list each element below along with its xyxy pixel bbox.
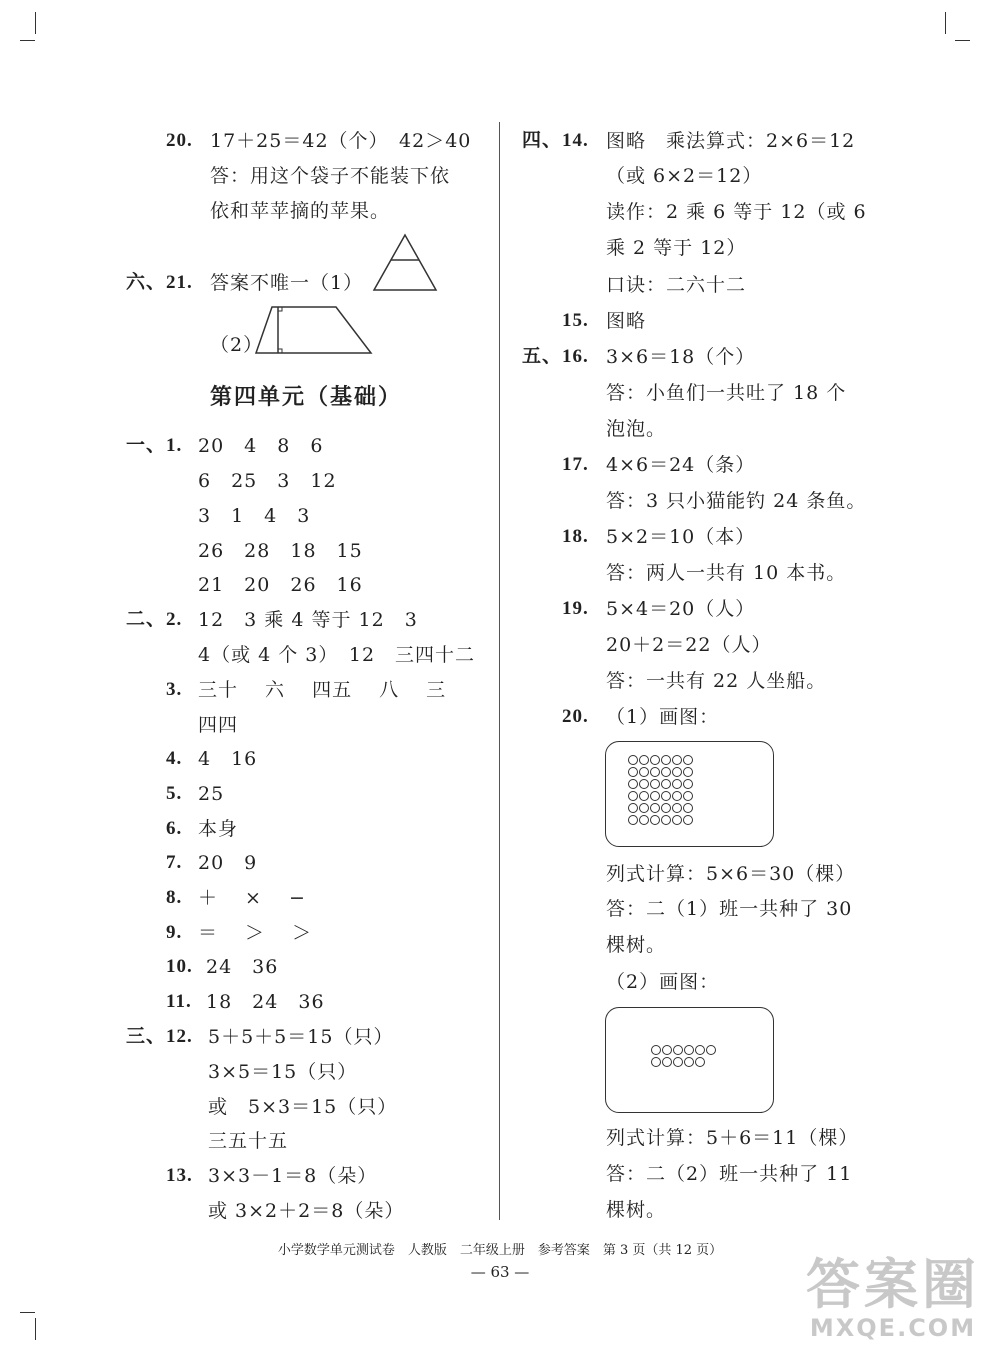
watermark-logo: 答案圈 MXQE.COM xyxy=(806,1253,980,1342)
circle-shape xyxy=(672,755,682,765)
circle-shape xyxy=(672,779,682,789)
q13-line2: 或 3×2＋2＝8（朵） xyxy=(208,1200,405,1222)
circle-shape xyxy=(683,815,693,825)
q18-line2: 答：两人一共有 10 本书。 xyxy=(606,562,847,584)
circle-shape xyxy=(683,803,693,813)
circle-shape xyxy=(672,767,682,777)
q3-line1: 三十 六 四五 八 三 xyxy=(198,679,447,701)
sec1-row: 21 20 26 16 xyxy=(198,574,363,596)
circle-shape xyxy=(639,755,649,765)
q20r-line3: 答：二（1）班一共种了 30 xyxy=(606,898,853,920)
circle-shape xyxy=(650,815,660,825)
circle-shape xyxy=(639,767,649,777)
circle-shape xyxy=(684,1045,694,1055)
circle-shape xyxy=(695,1045,705,1055)
sec1-row: 20 4 8 6 xyxy=(198,435,324,457)
q20r-line8: 棵树。 xyxy=(606,1199,667,1221)
sec1-row: 6 25 3 12 xyxy=(198,470,337,492)
q19-line3: 答：一共有 22 人坐船。 xyxy=(606,670,827,692)
sec4-num: 四、14. xyxy=(522,130,589,151)
circle-shape xyxy=(695,1057,705,1067)
q3-line2: 四四 xyxy=(198,714,239,736)
q13-line1: 3×3－1＝8（朵） xyxy=(208,1165,378,1187)
sec5-line3: 泡泡。 xyxy=(606,418,667,440)
q21-line1: 答案不唯一（1） xyxy=(210,272,364,294)
q20-line2: 答：用这个袋子不能装下依 xyxy=(210,165,451,187)
q3-num: 3. xyxy=(166,679,183,700)
sec5-line1: 3×6＝18（个） xyxy=(606,346,756,368)
circle-shape xyxy=(650,779,660,789)
q20r-line6: 列式计算：5＋6＝11（棵） xyxy=(606,1127,859,1149)
circle-shape xyxy=(683,779,693,789)
q20r-line4: 棵树。 xyxy=(606,934,667,956)
circle-shape xyxy=(662,1057,672,1067)
drawing-box-2 xyxy=(605,1007,774,1113)
circle-shape xyxy=(639,791,649,801)
circle-shape xyxy=(661,779,671,789)
circle-shape xyxy=(683,767,693,777)
q20r-line7: 答：二（2）班一共种了 11 xyxy=(606,1163,853,1185)
q18-num: 18. xyxy=(562,526,589,547)
q5-num: 5. xyxy=(166,783,183,804)
q7-num: 7. xyxy=(166,852,183,873)
circle-shape xyxy=(661,755,671,765)
circle-shape xyxy=(651,1057,661,1067)
sec4-line2: （或 6×2＝12） xyxy=(606,165,763,187)
circle-shape xyxy=(639,815,649,825)
q20-num: 20. xyxy=(166,130,193,151)
column-divider xyxy=(499,122,500,1220)
drawing-box-1 xyxy=(605,741,774,847)
sec1-row: 3 1 4 3 xyxy=(198,505,311,527)
circle-shape xyxy=(684,1057,694,1067)
q17-line2: 答：3 只小猫能钓 24 条鱼。 xyxy=(606,490,867,512)
unit-title: 第四单元（基础） xyxy=(210,385,403,410)
q15-text: 图略 xyxy=(606,310,647,332)
circle-shape xyxy=(628,803,638,813)
q9-text: ＝ ＞ ＞ xyxy=(198,922,313,944)
q7-text: 20 9 xyxy=(198,852,258,874)
sec5-line2: 答：小鱼们一共吐了 18 个 xyxy=(606,382,847,404)
triangle-figure xyxy=(370,232,440,294)
circle-shape xyxy=(661,767,671,777)
q11-text: 18 24 36 xyxy=(206,991,325,1013)
circle-shape xyxy=(661,815,671,825)
circle-shape xyxy=(673,1057,683,1067)
q18-line1: 5×2＝10（本） xyxy=(606,526,756,548)
circle-shape xyxy=(650,803,660,813)
q15-num: 15. xyxy=(562,310,589,331)
q20r-num: 20. xyxy=(562,706,589,727)
sec1-num: 一、1. xyxy=(126,435,183,456)
circle-shape xyxy=(639,779,649,789)
sec4-line1: 图略 乘法算式：2×6＝12 xyxy=(606,130,856,152)
q9-num: 9. xyxy=(166,922,183,943)
q21-num: 六、21. xyxy=(126,272,193,293)
circle-shape xyxy=(639,803,649,813)
crop-mark xyxy=(20,40,35,41)
q10-text: 24 36 xyxy=(206,956,279,978)
q21-line2: （2） xyxy=(210,334,264,356)
q8-text: ＋ × − xyxy=(198,887,306,909)
q20r-line2: 列式计算：5×6＝30（棵） xyxy=(606,863,856,885)
crop-mark xyxy=(35,12,36,34)
sec2-line1: 12 3 乘 4 等于 12 3 xyxy=(198,609,418,631)
circle-shape xyxy=(628,767,638,777)
crop-mark xyxy=(35,1318,36,1340)
page-number: — 63 — xyxy=(470,1263,530,1281)
crop-mark xyxy=(955,40,970,41)
q6-num: 6. xyxy=(166,818,183,839)
footer-info: 小学数学单元测试卷 人教版 二年级上册 参考答案 第 3 页（共 12 页） xyxy=(277,1243,723,1258)
circle-shape xyxy=(628,779,638,789)
q20r-line5: （2）画图： xyxy=(606,971,720,993)
sec3-line3: 或 5×3＝15（只） xyxy=(208,1096,398,1118)
circle-shape xyxy=(628,815,638,825)
circle-shape xyxy=(672,815,682,825)
sec3-num: 三、12. xyxy=(126,1026,193,1047)
circle-shape xyxy=(650,767,660,777)
q17-num: 17. xyxy=(562,454,589,475)
q10-num: 10. xyxy=(166,956,193,977)
circle-shape xyxy=(650,791,660,801)
q13-num: 13. xyxy=(166,1165,193,1186)
sec2-num: 二、2. xyxy=(126,609,183,630)
sec4-line3: 读作：2 乘 6 等于 12（或 6 xyxy=(606,201,867,223)
q17-line1: 4×6＝24（条） xyxy=(606,454,756,476)
q8-num: 8. xyxy=(166,887,183,908)
circle-shape xyxy=(673,1045,683,1055)
circle-shape xyxy=(662,1045,672,1055)
q6-text: 本身 xyxy=(198,818,239,840)
circle-shape xyxy=(651,1045,661,1055)
circle-shape xyxy=(683,755,693,765)
sec4-line5: 口诀：二六十二 xyxy=(606,274,747,296)
q4-text: 4 16 xyxy=(198,748,258,770)
sec3-line1: 5＋5＋5＝15（只） xyxy=(208,1026,394,1048)
sec5-num: 五、16. xyxy=(522,346,589,367)
q20-line1: 17＋25＝42（个） 42＞40 xyxy=(210,130,472,152)
q11-num: 11. xyxy=(166,991,192,1012)
circle-shape xyxy=(706,1045,716,1055)
q19-num: 19. xyxy=(562,598,589,619)
sec1-row: 26 28 18 15 xyxy=(198,540,363,562)
circle-shape xyxy=(661,791,671,801)
circle-shape xyxy=(628,791,638,801)
circle-shape xyxy=(661,803,671,813)
crop-mark xyxy=(20,1312,35,1313)
circle-shape xyxy=(683,791,693,801)
sec2-line2: 4（或 4 个 3） 12 三四十二 xyxy=(198,644,476,666)
q4-num: 4. xyxy=(166,748,183,769)
q20r-line1: （1）画图： xyxy=(606,706,720,728)
sec3-line2: 3×5＝15（只） xyxy=(208,1061,358,1083)
q19-line2: 20＋2＝22（人） xyxy=(606,634,772,656)
sec3-line4: 三五十五 xyxy=(208,1130,289,1152)
circle-shape xyxy=(672,803,682,813)
sec4-line4: 乘 2 等于 12） xyxy=(606,237,747,259)
circle-shape xyxy=(650,755,660,765)
q5-text: 25 xyxy=(198,783,225,805)
crop-mark xyxy=(945,12,946,34)
circle-shape xyxy=(628,755,638,765)
circle-shape xyxy=(672,791,682,801)
trapezoid-figure xyxy=(252,304,376,356)
q19-line1: 5×4＝20（人） xyxy=(606,598,756,620)
q20-line3: 依和苹苹摘的苹果。 xyxy=(210,200,391,222)
